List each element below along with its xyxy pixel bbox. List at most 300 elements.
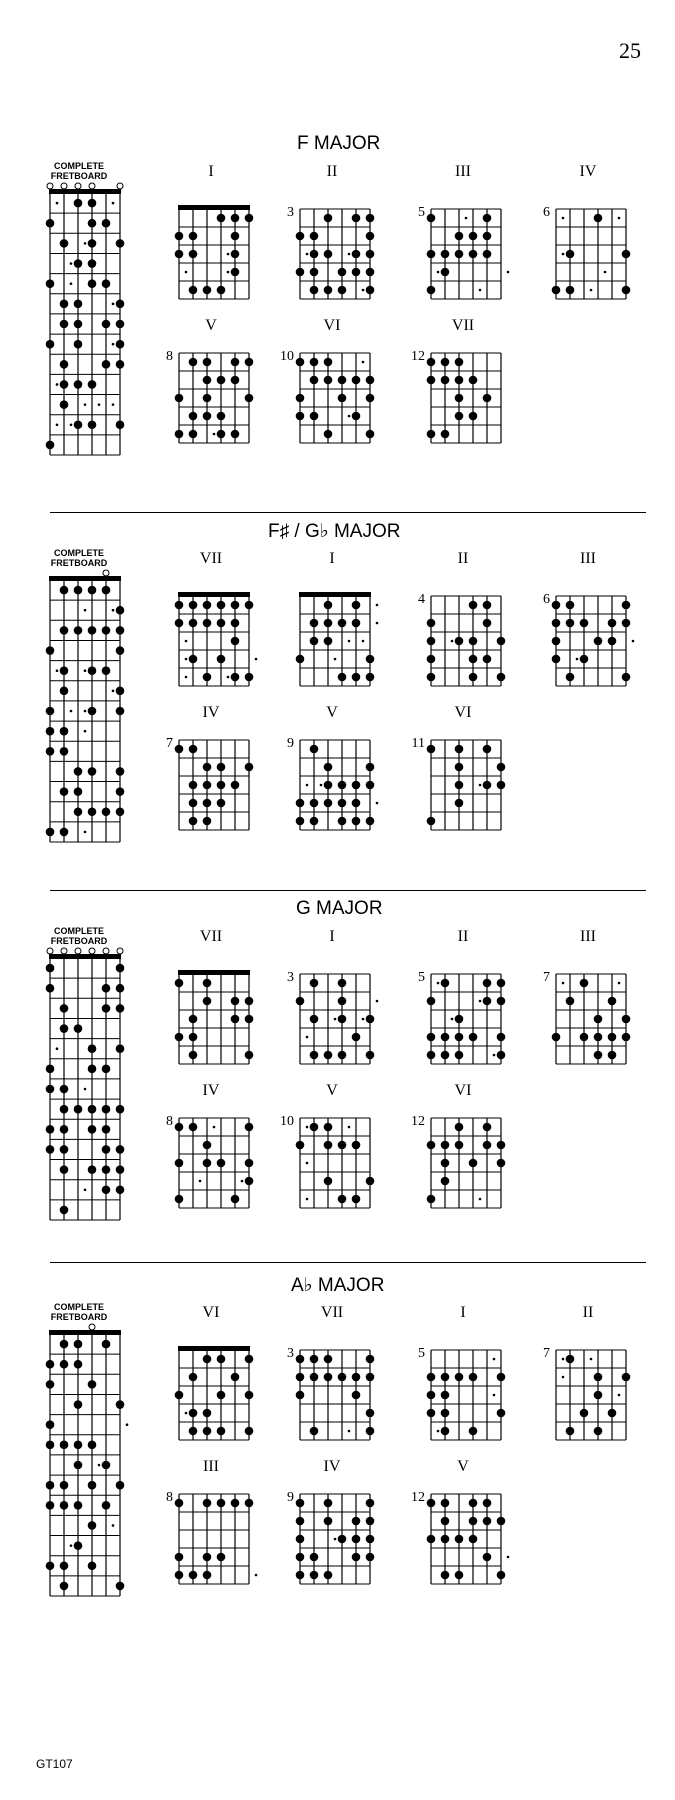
scale-note-dot [175, 1553, 184, 1562]
scale-note-dot [310, 268, 319, 277]
scale-note-dot [483, 1123, 492, 1132]
marker-dot [362, 1018, 365, 1021]
scale-note-dot [580, 619, 589, 628]
scale-note-dot [217, 1159, 226, 1168]
scale-note-dot [245, 1499, 254, 1508]
scale-note-dot [366, 673, 375, 682]
position-diagram [296, 1110, 378, 1214]
scale-note-dot [483, 232, 492, 241]
scale-note-dot [88, 807, 97, 816]
position-diagram [427, 966, 509, 1070]
scale-note-dot [88, 420, 97, 429]
scale-note-dot [310, 412, 319, 421]
scale-note-dot [102, 626, 111, 635]
position-diagram [175, 966, 257, 1070]
scale-note-dot [594, 1373, 603, 1382]
scale-note-dot [483, 1553, 492, 1562]
scale-note-dot [352, 1391, 361, 1400]
scale-note-dot [622, 1373, 631, 1382]
marker-dot [84, 242, 87, 245]
scale-note-dot [88, 259, 97, 268]
scale-note-dot [338, 817, 347, 826]
scale-note-dot [74, 586, 83, 595]
footer-code: GT107 [36, 1757, 73, 1771]
scale-note-dot [338, 619, 347, 628]
scale-note-dot [231, 214, 240, 223]
scale-note-dot [203, 376, 212, 385]
scale-note-dot [338, 1195, 347, 1204]
scale-note-dot [189, 358, 198, 367]
scale-note-dot [427, 1373, 436, 1382]
scale-note-dot [483, 1141, 492, 1150]
scale-note-dot [88, 626, 97, 635]
scale-note-dot [455, 250, 464, 259]
open-string-marker [89, 183, 95, 189]
marker-dot [451, 1018, 454, 1021]
marker-dot [562, 1358, 565, 1361]
scale-note-dot [116, 1145, 125, 1154]
scale-note-dot [324, 430, 333, 439]
position-diagram [175, 1486, 257, 1590]
scale-note-dot [88, 380, 97, 389]
fret-number: 3 [287, 205, 294, 220]
scale-note-dot [483, 1517, 492, 1526]
marker-dot [98, 1464, 101, 1467]
scale-note-dot [608, 1051, 617, 1060]
marker-dot [56, 1047, 59, 1050]
fret-number: 3 [287, 970, 294, 985]
scale-note-dot [74, 259, 83, 268]
scale-note-dot [60, 1125, 69, 1134]
open-string-marker [117, 948, 123, 954]
position-label: V [326, 1082, 338, 1099]
scale-note-dot [296, 412, 305, 421]
scale-note-dot [203, 763, 212, 772]
marker-dot [348, 253, 351, 256]
scale-note-dot [441, 1517, 450, 1526]
scale-note-dot [352, 1373, 361, 1382]
scale-note-dot [594, 637, 603, 646]
marker-dot [334, 1538, 337, 1541]
scale-note-dot [338, 1373, 347, 1382]
scale-note-dot [427, 1535, 436, 1544]
marker-dot [84, 831, 87, 834]
scale-note-dot [310, 619, 319, 628]
marker-dot [112, 403, 115, 406]
scale-note-dot [352, 601, 361, 610]
scale-note-dot [469, 1535, 478, 1544]
scale-note-dot [46, 1125, 55, 1134]
marker-dot [590, 289, 593, 292]
marker-dot [84, 710, 87, 713]
scale-note-dot [74, 1441, 83, 1450]
scale-note-dot [60, 1561, 69, 1570]
scale-note-dot [622, 286, 631, 295]
scale-note-dot [231, 430, 240, 439]
position-label: III [203, 1458, 219, 1475]
scale-note-dot [203, 394, 212, 403]
scale-note-dot [497, 979, 506, 988]
scale-note-dot [469, 637, 478, 646]
scale-note-dot [310, 979, 319, 988]
scale-note-dot [203, 781, 212, 790]
scale-note-dot [366, 1427, 375, 1436]
scale-note-dot [497, 781, 506, 790]
scale-note-dot [338, 1141, 347, 1150]
scale-note-dot [310, 799, 319, 808]
scale-note-dot [324, 1499, 333, 1508]
scale-note-dot [352, 1553, 361, 1562]
marker-dot [227, 253, 230, 256]
scale-note-dot [366, 232, 375, 241]
marker-dot [56, 383, 59, 386]
scale-note-dot [175, 979, 184, 988]
fret-number: 9 [287, 736, 294, 751]
scale-note-dot [245, 214, 254, 223]
scale-note-dot [441, 430, 450, 439]
scale-note-dot [296, 1571, 305, 1580]
marker-dot [84, 669, 87, 672]
scale-note-dot [427, 637, 436, 646]
scale-note-dot [88, 1441, 97, 1450]
scale-note-dot [203, 601, 212, 610]
scale-note-dot [366, 286, 375, 295]
scale-note-dot [552, 637, 561, 646]
scale-note-dot [566, 1355, 575, 1364]
scale-note-dot [580, 655, 589, 664]
scale-note-dot [189, 412, 198, 421]
marker-dot [348, 415, 351, 418]
scale-note-dot [296, 817, 305, 826]
scale-note-dot [366, 1177, 375, 1186]
scale-note-dot [203, 286, 212, 295]
scale-note-dot [60, 1206, 69, 1215]
nut [178, 970, 250, 975]
scale-note-dot [352, 250, 361, 259]
scale-note-dot [566, 619, 575, 628]
marker-dot [306, 253, 309, 256]
scale-note-dot [469, 250, 478, 259]
scale-note-dot [203, 1571, 212, 1580]
scale-note-dot [497, 1051, 506, 1060]
open-string-marker [103, 570, 109, 576]
scale-note-dot [74, 1400, 83, 1409]
fret-number: 6 [543, 592, 550, 607]
position-label: I [460, 1304, 466, 1321]
marker-dot [112, 609, 115, 612]
marker-dot [255, 1574, 258, 1577]
scale-note-dot [366, 817, 375, 826]
scale-note-dot [231, 637, 240, 646]
scale-note-dot [189, 619, 198, 628]
scale-note-dot [189, 817, 198, 826]
scale-note-dot [189, 601, 198, 610]
scale-note-dot [245, 1177, 254, 1186]
fret-number: 12 [411, 1490, 425, 1505]
marker-dot [618, 217, 621, 220]
scale-note-dot [189, 1571, 198, 1580]
marker-dot [112, 303, 115, 306]
fret-number: 8 [166, 1114, 173, 1129]
scale-note-dot [46, 1501, 55, 1510]
scale-note-dot [580, 1409, 589, 1418]
scale-note-dot [46, 279, 55, 288]
position-label: VI [454, 704, 472, 721]
scale-note-dot [352, 817, 361, 826]
scale-note-dot [74, 340, 83, 349]
scale-note-dot [352, 1195, 361, 1204]
scale-note-dot [366, 1051, 375, 1060]
open-string-marker [117, 183, 123, 189]
marker-dot [465, 217, 468, 220]
scale-note-dot [497, 1373, 506, 1382]
marker-dot [185, 640, 188, 643]
scale-note-dot [231, 673, 240, 682]
scale-note-dot [469, 1373, 478, 1382]
scale-note-dot [296, 268, 305, 277]
scale-note-dot [622, 1015, 631, 1024]
scale-note-dot [231, 997, 240, 1006]
position-diagram [175, 588, 257, 692]
scale-note-dot [60, 1145, 69, 1154]
scale-note-dot [189, 1427, 198, 1436]
scale-note-dot [175, 394, 184, 403]
marker-dot [562, 982, 565, 985]
scale-note-dot [441, 250, 450, 259]
marker-dot [451, 640, 454, 643]
section-divider [50, 890, 646, 891]
position-diagram [427, 201, 509, 305]
scale-note-dot [88, 279, 97, 288]
scale-note-dot [175, 619, 184, 628]
scale-note-dot [455, 1015, 464, 1024]
scale-note-dot [231, 232, 240, 241]
scale-note-dot [60, 1340, 69, 1349]
complete-fretboard-label: COMPLETE FRETBOARD [50, 161, 108, 181]
marker-dot [84, 403, 87, 406]
scale-note-dot [455, 412, 464, 421]
scale-note-dot [116, 1582, 125, 1591]
scale-note-dot [483, 655, 492, 664]
scale-note-dot [296, 394, 305, 403]
scale-note-dot [441, 268, 450, 277]
scale-note-dot [116, 687, 125, 696]
scale-note-dot [60, 1360, 69, 1369]
marker-dot [241, 1180, 244, 1183]
scale-note-dot [46, 1481, 55, 1490]
marker-dot [562, 1376, 565, 1379]
scale-note-dot [352, 1517, 361, 1526]
scale-note-dot [46, 340, 55, 349]
scale-note-dot [338, 1051, 347, 1060]
scale-note-dot [497, 673, 506, 682]
scale-note-dot [116, 1481, 125, 1490]
scale-note-dot [455, 799, 464, 808]
scale-note-dot [102, 360, 111, 369]
scale-note-dot [74, 1360, 83, 1369]
marker-dot [632, 640, 635, 643]
marker-dot [56, 202, 59, 205]
scale-note-dot [296, 997, 305, 1006]
fret-number: 11 [411, 736, 425, 751]
scale-note-dot [324, 637, 333, 646]
scale-note-dot [310, 1571, 319, 1580]
section-divider [50, 1262, 646, 1263]
scale-note-dot [60, 666, 69, 675]
position-label: III [580, 928, 596, 945]
marker-dot [84, 609, 87, 612]
scale-note-dot [116, 626, 125, 635]
scale-note-dot [203, 412, 212, 421]
scale-note-dot [217, 655, 226, 664]
scale-note-dot [324, 376, 333, 385]
scale-note-dot [455, 1571, 464, 1580]
marker-dot [479, 1000, 482, 1003]
scale-note-dot [46, 1561, 55, 1570]
position-label: II [582, 1304, 594, 1321]
scale-note-dot [427, 1391, 436, 1400]
scale-note-dot [338, 781, 347, 790]
scale-note-dot [74, 1340, 83, 1349]
scale-note-dot [483, 619, 492, 628]
scale-note-dot [352, 214, 361, 223]
scale-note-dot [88, 219, 97, 228]
scale-note-dot [60, 727, 69, 736]
scale-note-dot [352, 1141, 361, 1150]
scale-note-dot [338, 268, 347, 277]
scale-note-dot [74, 1541, 83, 1550]
scale-note-dot [88, 586, 97, 595]
position-label: IV [323, 1458, 341, 1475]
scale-note-dot [580, 979, 589, 988]
scale-note-dot [102, 1461, 111, 1470]
scale-note-dot [116, 807, 125, 816]
nut [178, 592, 250, 597]
scale-note-dot [483, 997, 492, 1006]
scale-note-dot [352, 1033, 361, 1042]
position-label: VII [199, 550, 223, 567]
position-diagram [175, 732, 257, 836]
marker-dot [334, 1018, 337, 1021]
scale-note-dot [469, 601, 478, 610]
scale-note-dot [116, 360, 125, 369]
scale-note-dot [441, 1373, 450, 1382]
scale-note-dot [231, 376, 240, 385]
scale-note-dot [102, 666, 111, 675]
scale-note-dot [189, 250, 198, 259]
scale-note-dot [102, 1185, 111, 1194]
position-label: II [326, 163, 338, 180]
scale-note-dot [310, 232, 319, 241]
section-divider [50, 512, 646, 513]
scale-note-dot [497, 997, 506, 1006]
scale-note-dot [552, 286, 561, 295]
marker-dot [507, 1556, 510, 1559]
position-label: IV [202, 1082, 220, 1099]
scale-note-dot [338, 979, 347, 988]
scale-note-dot [469, 673, 478, 682]
scale-note-dot [46, 1065, 55, 1074]
fret-number: 10 [280, 349, 294, 364]
position-diagram [552, 201, 634, 305]
position-label: III [580, 550, 596, 567]
scale-note-dot [245, 1015, 254, 1024]
fret-number: 10 [280, 1114, 294, 1129]
scale-note-dot [441, 376, 450, 385]
scale-note-dot [88, 1065, 97, 1074]
scale-note-dot [74, 1461, 83, 1470]
fret-number: 5 [418, 205, 425, 220]
scale-note-dot [46, 1441, 55, 1450]
marker-dot [348, 640, 351, 643]
scale-note-dot [310, 1553, 319, 1562]
scale-note-dot [74, 320, 83, 329]
fret-number: 9 [287, 1490, 294, 1505]
marker-dot [227, 676, 230, 679]
scale-note-dot [441, 1159, 450, 1168]
scale-note-dot [102, 1105, 111, 1114]
scale-note-dot [296, 1553, 305, 1562]
scale-note-dot [231, 1015, 240, 1024]
position-diagram [427, 732, 509, 836]
scale-note-dot [102, 1501, 111, 1510]
scale-note-dot [203, 1355, 212, 1364]
scale-note-dot [203, 1159, 212, 1168]
scale-note-dot [608, 997, 617, 1006]
position-label: VI [202, 1304, 220, 1321]
scale-note-dot [60, 1085, 69, 1094]
scale-note-dot [608, 1409, 617, 1418]
position-diagram [175, 345, 257, 449]
scale-note-dot [189, 1033, 198, 1042]
position-label: VII [320, 1304, 344, 1321]
scale-note-dot [175, 1033, 184, 1042]
scale-note-dot [469, 1517, 478, 1526]
scale-note-dot [366, 430, 375, 439]
scale-note-dot [566, 286, 575, 295]
scale-note-dot [622, 1033, 631, 1042]
scale-note-dot [116, 340, 125, 349]
scale-note-dot [245, 1051, 254, 1060]
scale-note-dot [483, 745, 492, 754]
scale-note-dot [245, 673, 254, 682]
scale-note-dot [88, 1561, 97, 1570]
scale-note-dot [455, 1051, 464, 1060]
position-label: I [329, 550, 335, 567]
scale-note-dot [231, 1499, 240, 1508]
open-string-marker [47, 948, 53, 954]
scale-note-dot [427, 250, 436, 259]
scale-note-dot [366, 655, 375, 664]
scale-note-dot [497, 1571, 506, 1580]
scale-note-dot [497, 763, 506, 772]
scale-note-dot [455, 763, 464, 772]
scale-note-dot [552, 1033, 561, 1042]
fret-number: 3 [287, 1346, 294, 1361]
marker-dot [70, 262, 73, 265]
scale-note-dot [441, 1391, 450, 1400]
scale-note-dot [622, 673, 631, 682]
scale-note-dot [74, 300, 83, 309]
scale-note-dot [352, 799, 361, 808]
scale-note-dot [324, 763, 333, 772]
fret-number: 8 [166, 1490, 173, 1505]
scale-note-dot [427, 1195, 436, 1204]
scale-note-dot [231, 781, 240, 790]
nut [178, 1346, 250, 1351]
scale-note-dot [102, 1340, 111, 1349]
scale-note-dot [338, 286, 347, 295]
